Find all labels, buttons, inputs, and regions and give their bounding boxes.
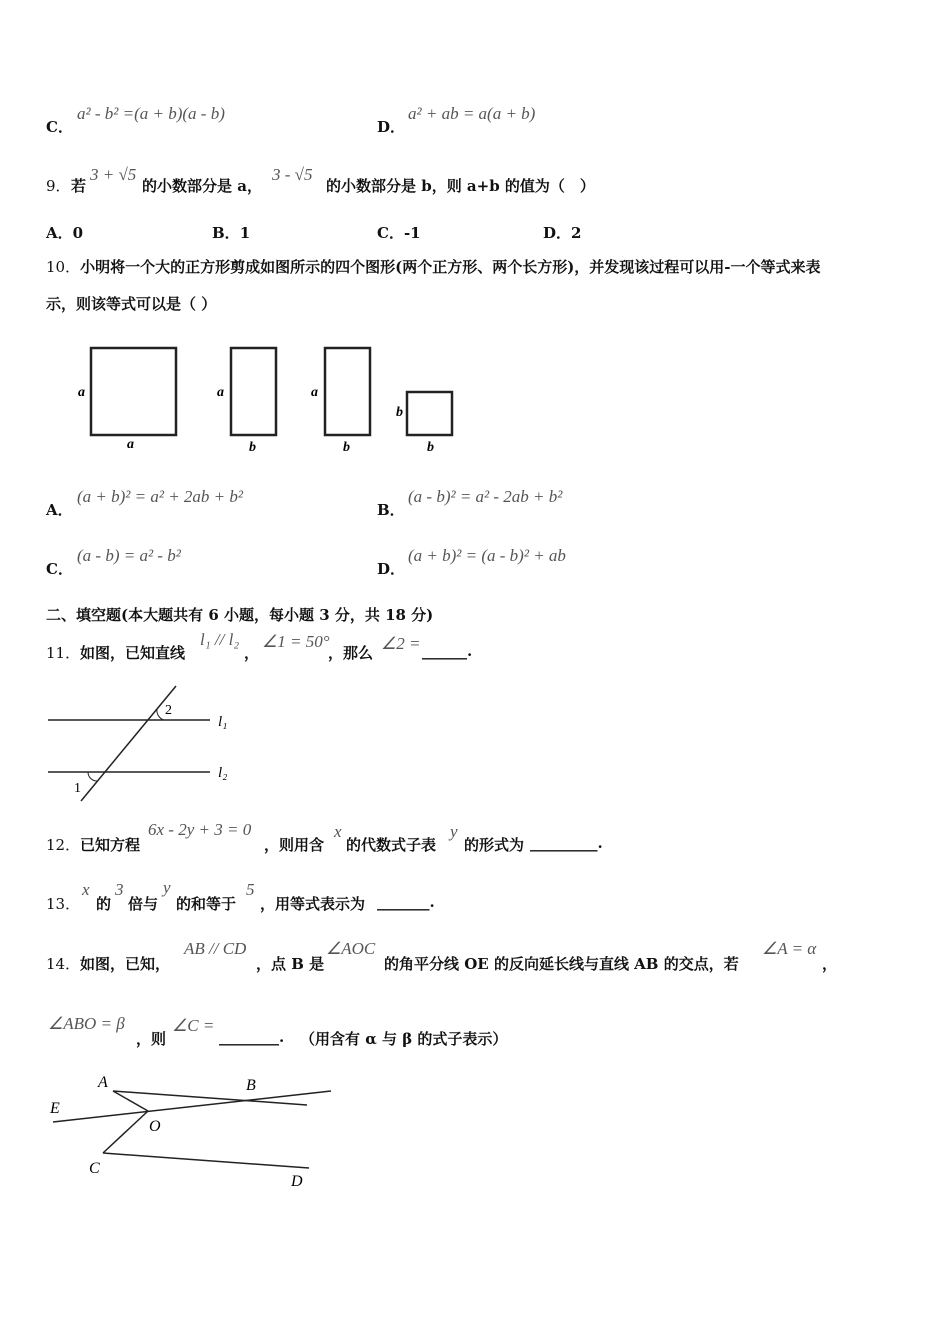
q12-blank: _________. xyxy=(530,834,603,852)
q9-text1: 若 xyxy=(71,177,87,195)
angle-2-arc xyxy=(157,709,164,720)
q14-text2: ，点 B 是 xyxy=(256,955,325,973)
q14-text1: 如图，已知， xyxy=(80,955,171,973)
q13-text4: ，用等式表示为 xyxy=(260,895,366,913)
angle-1-label: 1 xyxy=(74,781,81,796)
q9-text2: 的小数部分是 a， xyxy=(142,177,262,195)
q14-math5: ∠C = xyxy=(172,1016,215,1035)
q10-option-a-label: A． xyxy=(46,501,73,519)
q11-figure xyxy=(40,680,260,805)
q10-option-c-label: C． xyxy=(46,560,73,578)
q14-text4: ， xyxy=(822,955,838,973)
q13-text3: 的和等于 xyxy=(176,895,237,913)
section-title: 二、填空题(本大题共有 6 小题，每小题 3 分，共 18 分) xyxy=(46,606,434,624)
rectangle-2 xyxy=(325,348,370,435)
q14-text6: （用含有 α 与 β 的式子表示） xyxy=(300,1030,508,1048)
q14-figure xyxy=(45,1065,345,1195)
q11-number: 11． xyxy=(46,644,81,662)
q11-blank: ______. xyxy=(422,642,473,660)
q10-figure xyxy=(70,340,470,460)
angle-1-arc xyxy=(88,772,97,781)
point-E-label: E xyxy=(50,1100,60,1117)
line-CD xyxy=(103,1153,309,1168)
fig-label: a xyxy=(311,385,318,400)
q10-option-c-math: (a - b) = a² - b² xyxy=(77,546,181,565)
fig-label: a xyxy=(217,385,224,400)
q13-math3: y xyxy=(163,878,171,897)
line-EB xyxy=(53,1091,331,1122)
q12-text3: 的代数式子表 xyxy=(346,836,437,854)
segment-AO xyxy=(113,1091,148,1111)
q14-math1: AB // CD xyxy=(184,939,247,958)
q12-number: 12． xyxy=(46,836,81,854)
q13-text2: 倍与 xyxy=(128,895,159,913)
l1-label: l₁ xyxy=(218,714,228,730)
fig-label: b xyxy=(427,440,434,455)
q11-math1: l₁ // l₂ xyxy=(200,630,240,649)
q11-sep: ， xyxy=(244,644,260,662)
point-D-label: D xyxy=(291,1173,303,1190)
fig-label: b xyxy=(343,440,350,455)
q9-option-a: A．0 xyxy=(46,224,84,242)
q12-math2: x xyxy=(334,822,342,841)
q11-math2: ∠1 = 50° xyxy=(262,632,330,651)
q10-option-b-math: (a - b)² = a² - 2ab + b² xyxy=(408,487,563,506)
q9-math2: 3 - √5 xyxy=(272,165,313,184)
fig-label: a xyxy=(78,385,85,400)
transversal xyxy=(81,686,176,801)
q14-text3: 的角平分线 OE 的反向延长线与直线 AB 的交点，若 xyxy=(384,955,739,973)
q10-line1: 10．小明将一个大的正方形剪成如图所示的四个图形(两个正方形、两个长方形)，并发现该过程可以用-一个等式来表 xyxy=(46,258,821,276)
q9-option-c: C．-1 xyxy=(377,224,421,242)
q11-text1: 如图，已知直线 xyxy=(80,644,186,662)
q9-math1: 3 + √5 xyxy=(90,165,137,184)
q14-blank: ________. xyxy=(219,1028,285,1046)
q13-blank: _______. xyxy=(377,893,435,911)
q12-math3: y xyxy=(450,822,458,841)
q14-text5: ，则 xyxy=(136,1030,167,1048)
fig-label: b xyxy=(396,405,403,420)
q14-math3: ∠A = α xyxy=(762,939,817,958)
fig-label: a xyxy=(127,437,134,452)
q10-option-a-math: (a + b)² = a² + 2ab + b² xyxy=(77,487,243,506)
q14-number: 14． xyxy=(46,955,81,973)
q8-option-d-label: D． xyxy=(377,118,406,136)
q13-number: 13． xyxy=(46,895,81,913)
q13-math4: 5 xyxy=(246,880,255,899)
l2-label: l₂ xyxy=(218,765,228,781)
q10-line2: 示，则该等式可以是（ ） xyxy=(46,295,217,313)
q12-math1: 6x - 2y + 3 = 0 xyxy=(148,820,252,839)
q14-math4: ∠ABO = β xyxy=(48,1014,125,1033)
q11-math3: ∠2 = xyxy=(381,634,421,653)
q13-text1: 的 xyxy=(96,895,112,913)
q8-option-c-math: a² - b² =(a + b)(a - b) xyxy=(77,104,225,123)
rectangle-1 xyxy=(231,348,276,435)
point-A-label: A xyxy=(98,1074,108,1091)
q11-text2: ，那么 xyxy=(328,644,374,662)
q12-text4: 的形式为 xyxy=(464,836,525,854)
q10-option-d-math: (a + b)² = (a - b)² + ab xyxy=(408,546,566,565)
line-AB xyxy=(113,1091,307,1105)
q13-math1: x xyxy=(82,880,90,899)
q13-math2: 3 xyxy=(115,880,124,899)
q12-text2: ，则用含 xyxy=(264,836,325,854)
big-square xyxy=(91,348,176,435)
q14-math2: ∠AOC xyxy=(326,939,376,958)
q12-text1: 已知方程 xyxy=(80,836,141,854)
q8-option-c-label: C． xyxy=(46,118,73,136)
point-O-label: O xyxy=(149,1118,161,1135)
q9-option-b: B．1 xyxy=(212,224,251,242)
fig-label: b xyxy=(249,440,256,455)
q10-option-b-label: B． xyxy=(377,501,405,519)
angle-2-label: 2 xyxy=(165,703,172,718)
q8-option-d-math: a² + ab = a(a + b) xyxy=(408,104,536,123)
q9-number: 9． xyxy=(46,177,71,195)
q9-text3: 的小数部分是 b，则 a+b 的值为（ ） xyxy=(326,177,595,195)
point-B-label: B xyxy=(246,1077,256,1094)
q9-option-d: D．2 xyxy=(543,224,582,242)
q10-option-d-label: D． xyxy=(377,560,406,578)
small-square xyxy=(407,392,452,435)
segment-OC xyxy=(103,1111,148,1153)
point-C-label: C xyxy=(89,1160,100,1177)
